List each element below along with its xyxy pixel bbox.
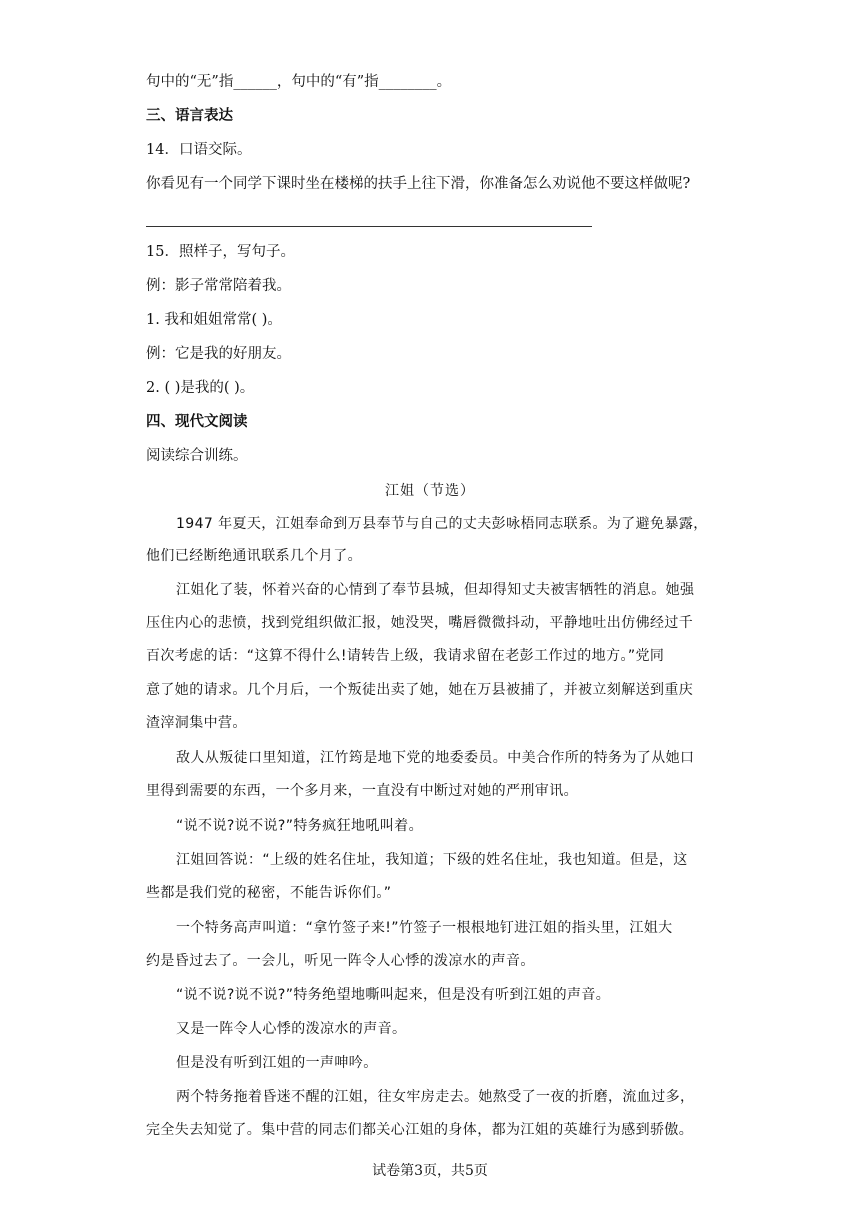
passage-line: 但是没有听到江姐的一声呻吟。 xyxy=(176,1055,378,1071)
passage-title: 江姐（节选） xyxy=(385,483,475,499)
reading-intro: 阅读综合训练。 xyxy=(146,448,248,464)
question-14-prompt: 你看见有一个同学下课时坐在楼梯的扶手上往下滑，你准备怎么劝说他不要这样做呢? xyxy=(146,176,691,192)
question-15-title: 15．照样子，写句子。 xyxy=(146,244,295,260)
question-14-title: 14．口语交际。 xyxy=(146,142,252,158)
passage-line: 完全失去知觉了。集中营的同志们都关心江姐的身体，都为江姐的英雄行为感到骄傲。 xyxy=(146,1122,694,1138)
passage-line: 些都是我们党的秘密，不能告诉你们。” xyxy=(146,885,392,901)
answer-blank-line[interactable] xyxy=(146,226,592,227)
passage-line: 压住内心的悲愤，找到党组织做汇报，她没哭，嘴唇微微抖动，平静地吐出仿佛经过千 xyxy=(146,615,694,631)
passage-line: 渣滓洞集中营。 xyxy=(146,715,247,731)
passage-line: 里得到需要的东西，一个多月来，一直没有中断过对她的严刑审讯。 xyxy=(146,783,578,799)
section-3-heading: 三、语言表达 xyxy=(146,108,233,124)
passage-line: 一个特务高声叫道：“拿竹签子来!”竹签子一根根地钉进江姐的指头里，江姐大 xyxy=(176,920,673,936)
passage-line: 1947 年夏天，江姐奉命到万县奉节与自己的丈夫彭咏梧同志联系。为了避免暴露， xyxy=(176,516,708,532)
question-13-blank-line: 句中的“无”指______，句中的“有”指________。 xyxy=(146,74,452,90)
passage-line: 约是昏过去了。一会儿，听见一阵令人心悸的泼凉水的声音。 xyxy=(146,953,535,969)
passage-line: 江姐化了装，怀着兴奋的心情到了奉节县城，但却得知丈夫被害牺牲的消息。她强 xyxy=(176,582,695,598)
passage-line: 又是一阵令人心悸的泼凉水的声音。 xyxy=(176,1021,407,1037)
example-2: 例：它是我的好朋友。 xyxy=(146,346,291,362)
passage-line: 两个特务拖着昏迷不醒的江姐，往女牢房走去。她熬受了一夜的折磨，流血过多， xyxy=(176,1089,695,1105)
passage-line: 江姐回答说：“上级的姓名住址，我知道；下级的姓名住址，我也知道。但是，这 xyxy=(176,852,688,868)
passage-line: 百次考虑的话：“这算不得什么!请转告上级，我请求留在老彭工作过的地方。”党同 xyxy=(146,648,665,664)
passage-line: 意了她的请求。几个月后，一个叛徒出卖了她，她在万县被捕了，并被立刻解送到重庆 xyxy=(146,682,694,698)
sentence-1: 1. 我和姐姐常常( )。 xyxy=(146,312,282,328)
sentence-2: 2. ( )是我的( )。 xyxy=(146,380,255,396)
section-4-heading: 四、现代文阅读 xyxy=(146,414,248,430)
passage-line: 敌人从叛徒口里知道，江竹筠是地下党的地委委员。中美合作所的特务为了从她口 xyxy=(176,750,695,766)
example-1: 例：影子常常陪着我。 xyxy=(146,278,291,294)
passage-line: 他们已经断绝通讯联系几个月了。 xyxy=(146,548,362,564)
passage-line: “说不说?说不说?”特务绝望地嘶叫起来，但是没有听到江姐的声音。 xyxy=(176,987,611,1003)
page-footer: 试卷第3页，共5页 xyxy=(372,1163,488,1179)
passage-line: “说不说?说不说?”特务疯狂地吼叫着。 xyxy=(176,818,423,834)
